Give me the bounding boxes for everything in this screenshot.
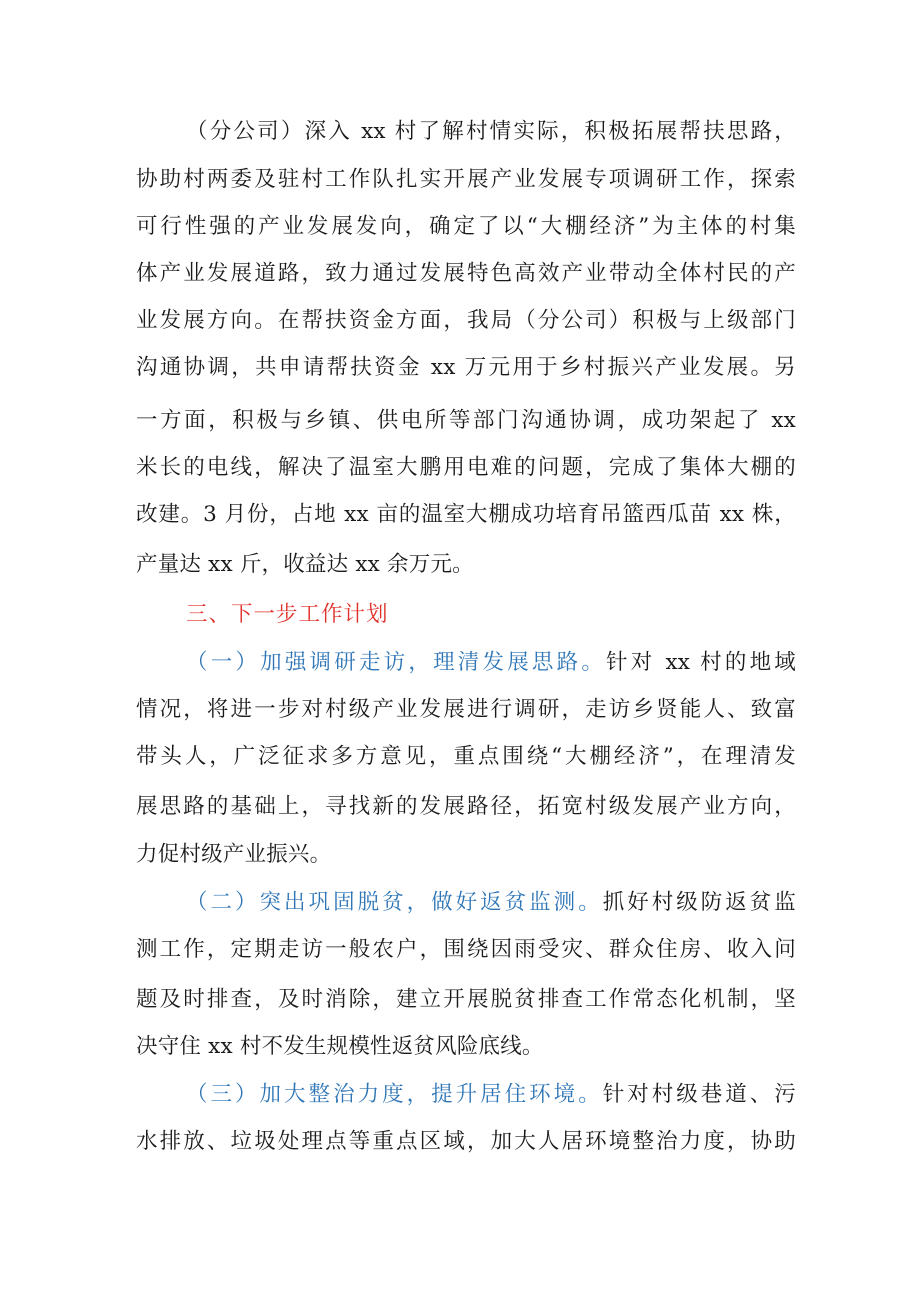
paragraph-line: 协助村两委及驻村工作队扎实开展产业发展专项调研工作，探索: [136, 167, 796, 192]
paragraph-line: 决守住 xx 村不发生规模性返贫风险底线。: [136, 1034, 544, 1059]
paragraph-line: 展思路的基础上，寻找新的发展路径，拓宽村级发展产业方向，: [136, 794, 796, 819]
item-text: 针对 xx 村的地域: [606, 650, 797, 675]
item-first-line: [186, 888, 796, 918]
paragraph-line: 体产业发展道路，致力通过发展特色高效产业带动全体村民的产: [136, 261, 796, 286]
paragraph-line: 沟通协调，共申请帮扶资金 xx 万元用于乡村振兴产业发展。另: [136, 355, 796, 380]
paragraph-line: 情况，将进一步对村级产业发展进行调研，走访乡贤能人、致富: [136, 697, 796, 722]
item-first-line: [186, 1080, 796, 1110]
item-first-line: [186, 648, 796, 678]
paragraph-line: 带头人，广泛征求多方意见，重点围绕“大棚经济”，在理清发: [136, 744, 796, 769]
paragraph-line: 水排放、垃圾处理点等重点区域，加大人居环境整治力度，协助: [136, 1129, 796, 1154]
paragraph-line: 力促村级产业振兴。: [136, 842, 332, 867]
paragraph-line: 题及时排查，及时消除，建立开展脱贫排查工作常态化机制，坚: [136, 987, 796, 1012]
paragraph-line: 一方面，积极与乡镇、供电所等部门沟通协调，成功架起了 xx: [136, 408, 796, 433]
paragraph-line: 测工作，定期走访一般农户，围绕因雨受灾、群众住房、收入问: [136, 937, 796, 962]
paragraph-line: 米长的电线，解决了温室大鹏用电难的问题，完成了集体大棚的: [136, 455, 796, 480]
item-title: （三）加大整治力度，提升居住环境。: [186, 1082, 603, 1107]
item-text: 针对村级巷道、污: [602, 1082, 796, 1107]
item-text: 抓好村级防返贫监: [602, 890, 796, 915]
paragraph-line: 改建。3 月份，占地 xx 亩的温室大棚成功培育吊篮西瓜苗 xx 株，: [136, 502, 796, 527]
paragraph-line: 业发展方向。在帮扶资金方面，我局（分公司）积极与上级部门: [136, 308, 796, 333]
paragraph-line: （分公司）深入 xx 村了解村情实际，积极拓展帮扶思路，: [186, 119, 796, 144]
paragraph-line: 产量达 xx 斤，收益达 xx 余万元。: [136, 552, 474, 577]
item-title: （二）突出巩固脱贫，做好返贫监测。: [186, 890, 603, 915]
section-heading: 三、下一步工作计划: [186, 602, 389, 627]
item-title: （一）加强调研走访，理清发展思路。: [186, 650, 607, 675]
paragraph-line: 可行性强的产业发展发向，确定了以“大棚经济”为主体的村集: [136, 214, 796, 239]
